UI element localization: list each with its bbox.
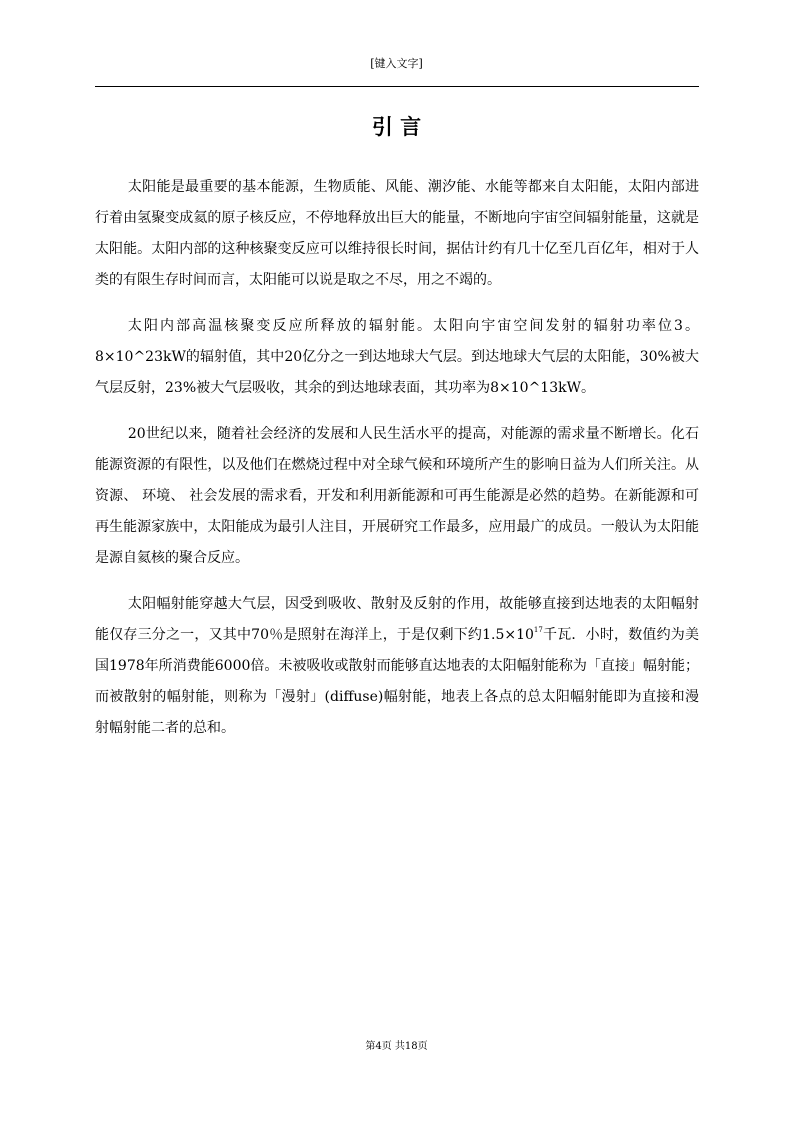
page-footer (0, 1040, 793, 1054)
paragraph-4 (95, 589, 699, 744)
document-body (95, 172, 699, 759)
paragraph-3: 20世纪以来，随着社会经济的发展和人民生活水平的提高，对能源的需求量不断增长。化石能源资源的有限性，以及他们在燃烧过程中对全球气候和环境所产生的影响日益为人们所关注。从资源、 环境、 社会发展的需求看，开发和利用新能源和可再生能源是必然的趋势。在新能源和可再生能源家族中，太阳能成为最引人注目，开展研究工作最多，应用最广的成员。一般认为太阳能是源自氦核的聚合反应。 (95, 426, 699, 566)
paragraph-2: 太阳内部高温核聚变反应所释放的辐射能。太阳向宇宙空间发射的辐射功率位3。8×10^23kW的辐射值，其中20亿分之一到达地球大气层。到达地球大气层的太阳能，30%被大气层反射，23%被大气层吸收，其余的到达地球表面，其功率为8×10^13kW。 (95, 318, 699, 396)
superscript-exponent: 17 (533, 626, 543, 634)
header-divider (95, 86, 699, 87)
paragraph-4-text-after: 千瓦．小时，数值约为美国1978年所消费能6000倍。未被吸收或散射而能够直达地表的太阳幅射能称为「直接」幅射能；而被散射的幅射能，则称为「漫射」(diffuse)幅射能，地表上各点的总太阳幅射能即为直接和漫射幅射能二者的总和。 (95, 627, 700, 736)
paragraph-1: 太阳能是最重要的基本能源，生物质能、风能、潮汐能、水能等都来自太阳能，太阳内部进行着由氢聚变成氦的原子核反应，不停地释放出巨大的能量，不断地向宇宙空间辐射能量，这就是太阳能。太阳内部的这种核聚变反应可以维持很长时间，据估计约有几十亿至几百亿年，相对于人类的有限生存时间而言，太阳能可以说是取之不尽，用之不竭的。 (95, 179, 699, 288)
paragraph-4-text-before: 太阳幅射能穿越大气层，因受到吸收、散射及反射的作用，故能够直接到达地表的太阳幅射能仅存三分之一，又其中70％是照射在海洋上，于是仅剩下约1.5×10 (95, 596, 699, 643)
section-title: 引 言 (371, 115, 422, 139)
page-header (0, 56, 793, 72)
header-text: [键入文字] (370, 57, 423, 70)
page-number: 第4页 共18页 (365, 1041, 428, 1052)
